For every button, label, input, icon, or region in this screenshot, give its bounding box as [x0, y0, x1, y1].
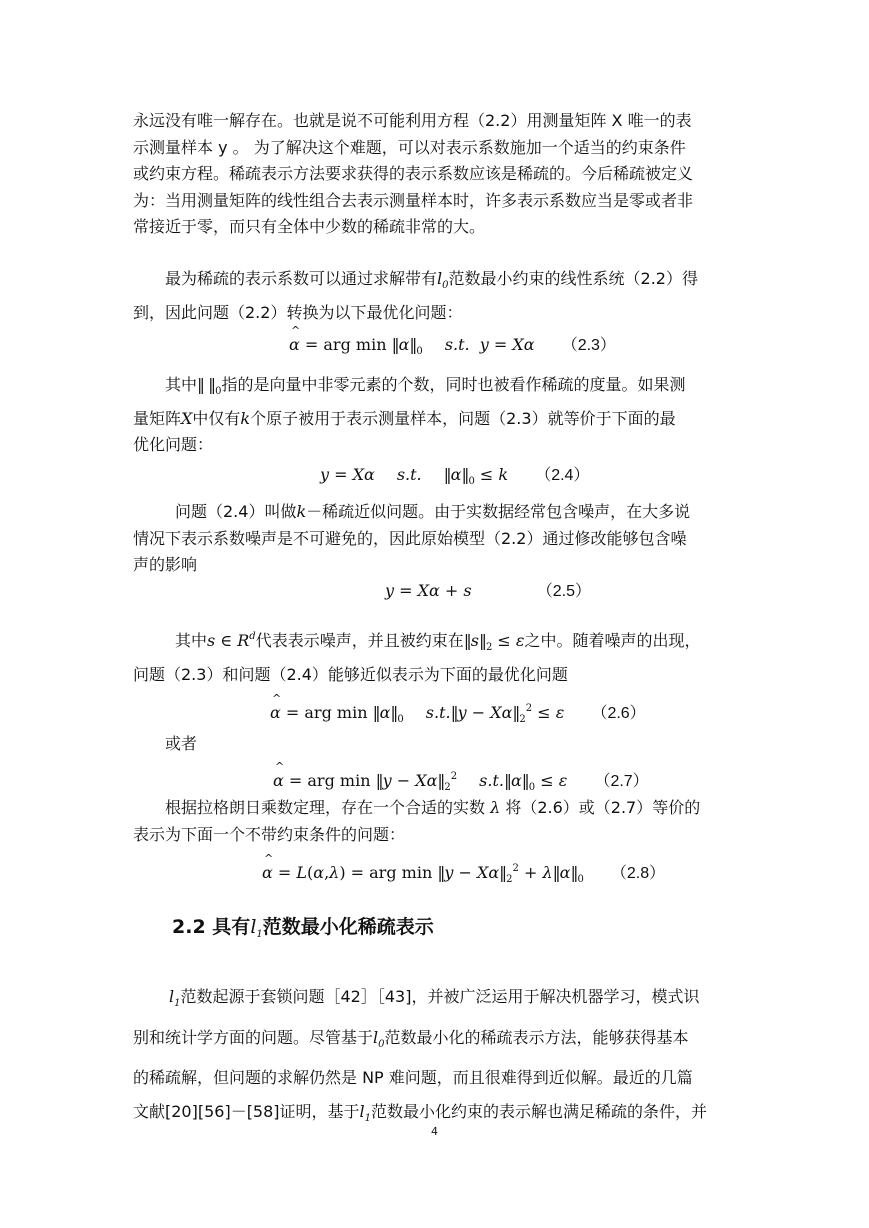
- text-line: 情况下表示系数噪声是不可避免的，因此原始模型（2.2）通过修改能够包含噪: [133, 528, 687, 548]
- text-line: 或约束方程。稀疏表示方法要求获得的表示系数应该是稀疏的。今后稀疏被定义: [133, 164, 694, 183]
- text-line: 为：当用测量矩阵的线性组合去表示测量样本时，许多表示系数应当是零或者非: [133, 190, 694, 210]
- page-number: 4: [431, 1125, 438, 1138]
- text-line: 声的影响: [133, 555, 198, 574]
- text-line: 的稀疏解，但问题的求解仍然是 NP 难问题，而且很难得到近似解。最近的几篇: [133, 1068, 693, 1087]
- text-fragment: 别和统计学方面的问题。尽管基于: [133, 1027, 374, 1047]
- paragraph-4: 问题（2.4）叫做k－稀疏近似问题。由于实数据经常包含噪声，在大多说 情况下表示系数噪声是不可避免的，因此原始模型（2.2）通过修改能够包含噪 声的影响: [133, 499, 738, 579]
- section-title-fragment: 范数最小化稀疏表示: [262, 916, 434, 938]
- equation-number: （2.3）: [561, 337, 616, 354]
- paragraph-2: [133, 266, 738, 326]
- text-line: 优化问题：: [133, 435, 214, 454]
- equation-2-5: y = Xα + s （2.5）: [385, 581, 591, 600]
- text-fragment: 个原子被用于表示测量样本，问题（2.3）就等价于下面的最: [250, 408, 676, 428]
- text-line: 问题（2.3）和问题（2.4）能够近似表示为下面的最优化问题: [133, 664, 568, 684]
- equation-2-4: y = Xα s.t. $‖\alpha‖_0 \le k$ （2.4）: [320, 465, 590, 487]
- equation-2-8: ^ α = L(α,λ) = arg min ‖y − $X\alpha‖_2^2$ + $\lambda‖\alpha‖_0$ （2.8）: [262, 857, 665, 892]
- text-line: 到，因此问题（2.2）转换为以下最优化问题：: [133, 302, 463, 322]
- paragraph-8: $l_1$范数起源于套锁问题［42］［43]，并被广泛运用于解决机器学习，模式识 别和统计学方面的问题。尽管基于$l_0$范数最小化的稀疏表示方法，能够获得基本 的稀疏解，但问题的求解仍然是 NP 难问题，而且很难得到近似解。最近的几篇 文献[20][56]－[58]证明，基于$l_1$范数最小化约束的表示解也满足稀疏的条件，并: [133, 980, 738, 1135]
- text-line: 或者: [165, 734, 198, 753]
- equation-number: （2.7）: [594, 773, 649, 790]
- equation-2-3: ^ α = arg $\min ‖\alpha‖_0$ s.t. y = Xα （2.3）: [289, 333, 616, 364]
- math-l0: $l_0$: [437, 269, 449, 291]
- text-fragment: 其中: [165, 375, 198, 394]
- equation-number: （2.4）: [535, 467, 590, 484]
- text-line: 常接近于零，而只有全体中少数的稀疏非常的大。: [133, 217, 486, 236]
- text-fragment: 范数最小约束的线性系统（2.2）得: [448, 269, 698, 288]
- paragraph-or: [165, 731, 770, 758]
- text-fragment: 问题（2.4）叫做: [175, 502, 297, 521]
- text-line: 表示为下面一个不带约束条件的问题：: [133, 824, 406, 844]
- text-fragment: 最为稀疏的表示系数可以通过求解带有: [165, 269, 438, 288]
- text-fragment: 中仅有: [192, 408, 241, 428]
- text-fragment: 根据拉格朗日乘数定理，存在一个合适的实数: [165, 798, 486, 817]
- text-fragment: 指的是向量中非零元素的个数，同时也被看作稀疏的度量。如果测: [221, 375, 686, 394]
- text-fragment: 量矩阵: [133, 408, 182, 428]
- text-fragment: 之中。随着噪声的出现，: [524, 631, 701, 650]
- section-title-fragment: 具有: [212, 916, 251, 938]
- paragraph-3: 其中‖ $‖_0$指的是向量中非零元素的个数，同时也被看作稀疏的度量。如果测 量矩阵X中仅有k个原子被用于表示测量样本，问题（2.3）就等价于下面的最 优化问题：: [133, 372, 738, 459]
- text-line: 示测量样本 y 。 为了解决这个难题，可以对表示系数施加一个适当的约束条件: [133, 137, 686, 157]
- text-fragment: 范数最小化的稀疏表示方法，能够获得基本: [384, 1027, 689, 1047]
- text-line: 永远没有唯一解存在。也就是说不可能利用方程（2.2）用测量矩阵 X 唯一的表: [133, 111, 692, 130]
- equation-number: （2.8）: [610, 865, 666, 882]
- text-fragment: 范数最小化约束的表示解也满足稀疏的条件，并: [371, 1101, 708, 1121]
- equation-2-7: ^ α = arg min ‖y − $X\alpha‖_2^2$ $s.t.‖\alpha‖_0 \le \varepsilon$ （2.7）: [273, 765, 649, 800]
- text-fragment: 其中: [175, 631, 208, 650]
- section-number: 2.2: [172, 916, 206, 938]
- text-fragment: 代表表示噪声，并且被约束在: [255, 631, 464, 650]
- section-heading: 2.2 具有$l_1$范数最小化稀疏表示: [172, 916, 434, 940]
- paragraph-1: [133, 108, 738, 241]
- text-fragment: 文献[20][56]－[58]证明，基于: [133, 1101, 360, 1121]
- text-fragment: 范数起源于套锁问题［42］［43]，并被广泛运用于解决机器学习，模式识: [180, 987, 700, 1006]
- text-fragment: －稀疏近似问题。由于实数据经常包含噪声，在大多说: [306, 502, 691, 521]
- equation-number: （2.6）: [591, 705, 646, 722]
- equation-number: （2.5）: [536, 583, 591, 600]
- text-fragment: 将（2.6）或（2.7）等价的: [505, 798, 701, 817]
- equation-2-6: ^ α = arg $\min ‖\alpha‖_0$ s.t.‖y − $X\alpha‖_2^2 \le \varepsilon$ （2.6）: [270, 697, 646, 732]
- paragraph-5: 其中s ∈ $R^d$代表表示噪声，并且被约束在$‖s‖_2 \le \varepsilon$之中。随着噪声的出现， 问题（2.3）和问题（2.4）能够近似表示为下面的最优化问题: [133, 624, 738, 688]
- paragraph-7: 根据拉格朗日乘数定理，存在一个合适的实数 λ 将（2.6）或（2.7）等价的 表示为下面一个不带约束条件的问题：: [133, 795, 738, 848]
